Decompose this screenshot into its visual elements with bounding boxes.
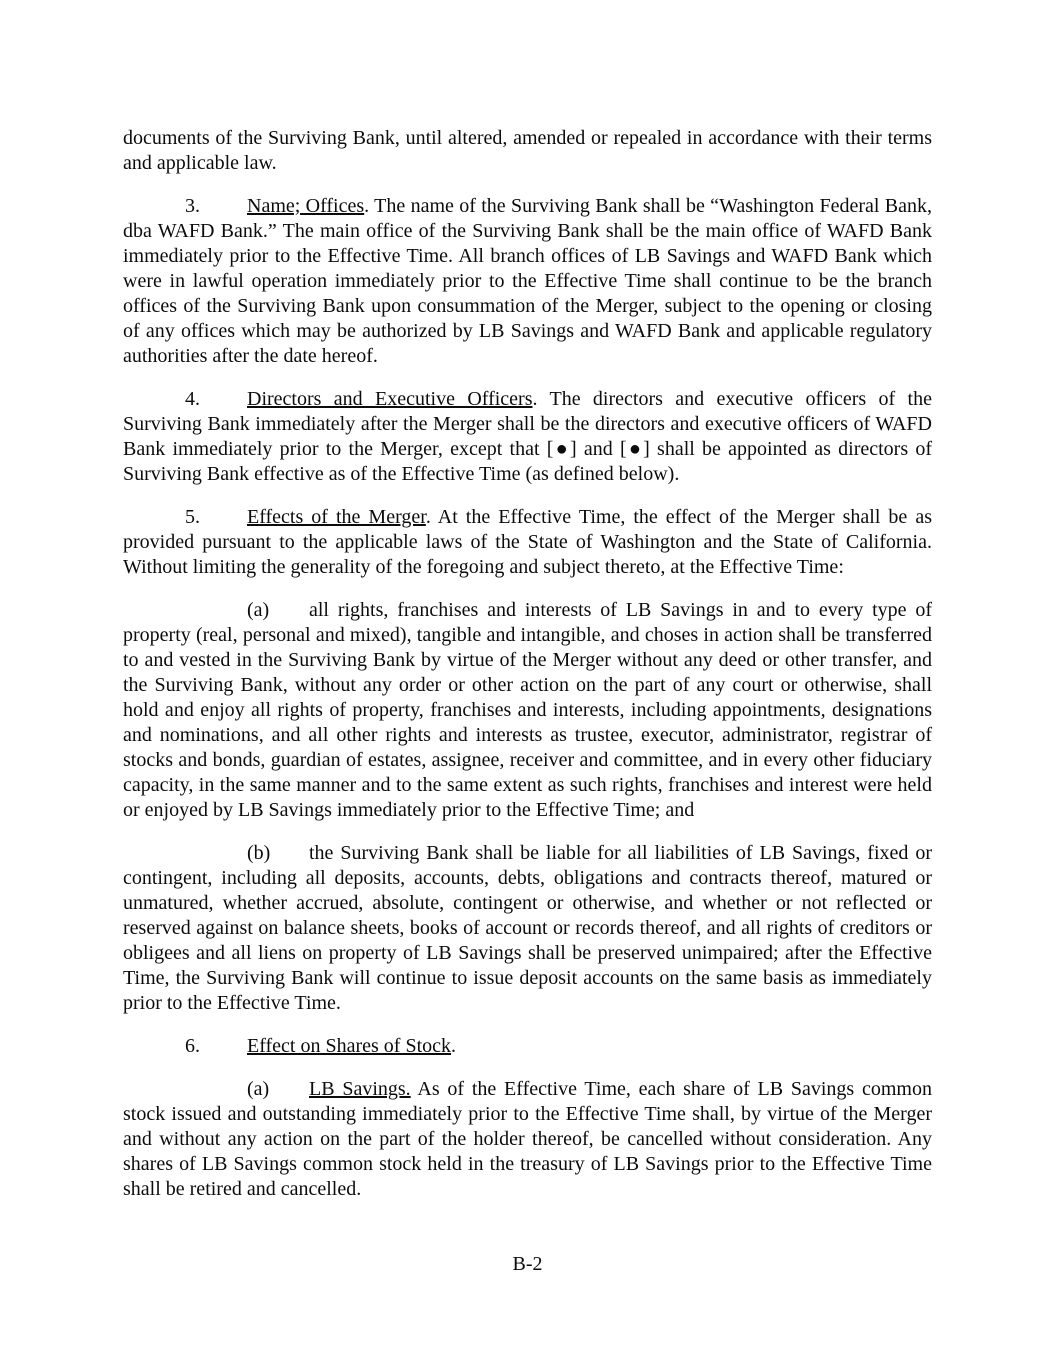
paragraph-text: the Surviving Bank shall be liable for all liabilities of LB Savings, fixed or contingent, including all deposits, accounts, debts, obligations and contracts thereof, matured or unmatured, whether accrued, absolute, contingent or otherwise, and whether or not reflected or reserved against on balance sheets, books of account or records thereof, and all rights of creditors or obligees and all liens on property of LB Savings shall be preserved unimpaired; after the Effective Time, the Surviving Bank will continue to issue deposit accounts on the same basis as immediately prior to the Effective Time. bbox=[123, 842, 932, 1014]
paragraph-text: . At the Effective Time, the effect of the Merger shall be as provided pursuant to the applicable laws of the State of Washington and the State of California. Without limiting the generality of the foregoing and subject thereto, at the Effective Time: bbox=[123, 506, 932, 578]
subparagraph-letter: (a) bbox=[247, 1078, 270, 1100]
section-5-subparagraph-b bbox=[123, 841, 932, 1016]
section-6-effect-on-shares-of-stock bbox=[123, 1034, 932, 1059]
section-5-subparagraph-a bbox=[123, 598, 932, 823]
subparagraph-letter: (b) bbox=[247, 842, 271, 864]
section-6-subparagraph-a-lb-savings bbox=[123, 1077, 932, 1202]
section-5-effects-of-merger bbox=[123, 505, 932, 580]
section-3-name-offices bbox=[123, 194, 932, 369]
section-number: 4. bbox=[185, 388, 200, 410]
section-number: 5. bbox=[185, 506, 200, 528]
paragraph-text: As of the Effective Time, each share of LB Savings common stock issued and outstanding immediately prior to the Effective Time shall, by virtue of the Merger and without any action on the part of the holder thereof, be cancelled without consideration. Any shares of LB Savings common stock held in the treasury of LB Savings prior to the Effective Time shall be retired and cancelled. bbox=[123, 1078, 932, 1200]
subparagraph-letter: (a) bbox=[247, 599, 270, 621]
paragraph-text: . The name of the Surviving Bank shall be “Washington Federal Bank, dba WAFD Bank.” The main office of the Surviving Bank shall be the main office of WAFD Bank immediately prior to the Effective Time. All branch offices of LB Savings and WAFD Bank which were in lawful operation immediately prior to the Effective Time shall continue to be the branch offices of the Surviving Bank upon consummation of the Merger, subject to the opening or closing of any offices which may be authorized by LB Savings and WAFD Bank and applicable regulatory authorities after the date hereof. bbox=[123, 195, 932, 367]
paragraph-text: all rights, franchises and interests of LB Savings in and to every type of property (real, personal and mixed), tangible and intangible, and choses in action shall be transferred to and vested in the Surviving Bank by virtue of the Merger without any deed or other transfer, and the Surviving Bank, without any order or other action on the part of any court or otherwise, shall hold and enjoy all rights of property, franchises and interests, including appointments, designations and nominations, and all other rights and interests as trustee, executor, administrator, registrar of stocks and bonds, guardian of estates, assignee, receiver and committee, and in every other fiduciary capacity, in the same manner and to the same extent as such rights, franchises and interest were held or enjoyed by LB Savings immediately prior to the Effective Time; and bbox=[123, 599, 932, 821]
section-heading: Name; Offices bbox=[247, 195, 365, 217]
intro-continuation-paragraph: documents of the Surviving Bank, until altered, amended or repealed in accordance with their terms and applicable law. bbox=[123, 127, 932, 174]
section-heading: Directors and Executive Officers bbox=[247, 388, 533, 410]
section-heading: Effect on Shares of Stock bbox=[247, 1035, 452, 1057]
subparagraph-heading: LB Savings. bbox=[309, 1078, 411, 1100]
page-number: B-2 bbox=[512, 1253, 543, 1275]
section-number: 6. bbox=[185, 1035, 200, 1057]
section-4-directors-executive-officers bbox=[123, 387, 932, 487]
section-number: 3. bbox=[185, 195, 200, 217]
paragraph-text: . The directors and executive officers of the Surviving Bank immediately after the Merger shall be the directors and executive officers of WAFD Bank immediately prior to the Merger, except that [●] and [●] shall be appointed as directors of Surviving Bank effective as of the Effective Time (as defined below). bbox=[123, 388, 932, 485]
paragraph-text: . bbox=[451, 1035, 457, 1057]
section-heading: Effects of the Merger bbox=[247, 506, 426, 528]
